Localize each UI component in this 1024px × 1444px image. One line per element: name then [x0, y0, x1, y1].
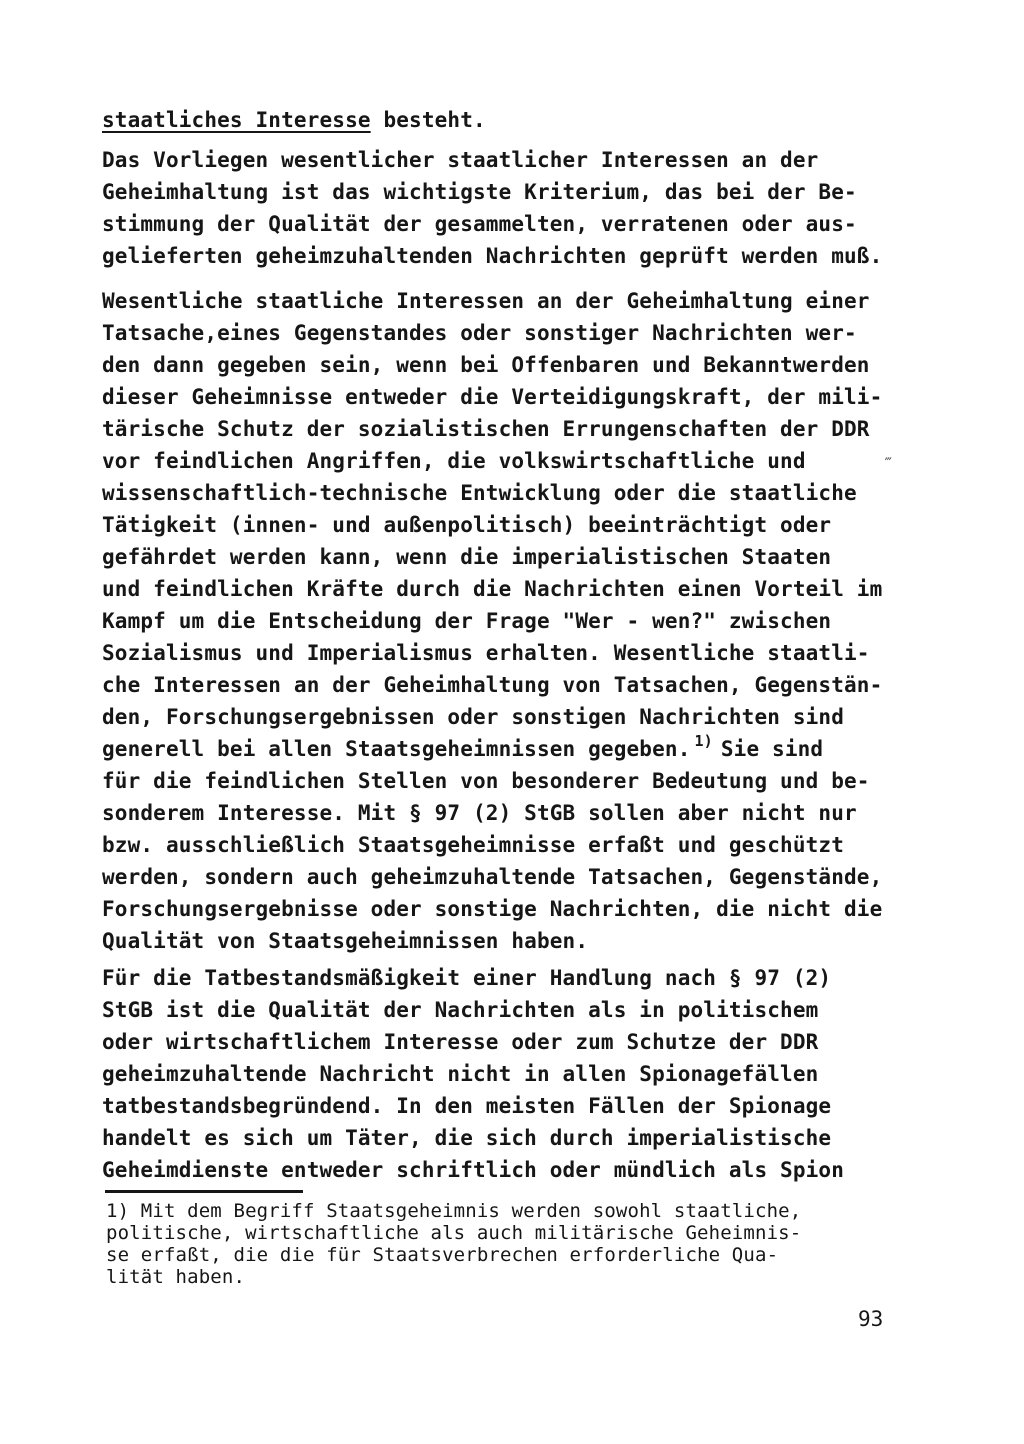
- footnote: [106, 1200, 916, 1288]
- text-line: handelt es sich um Täter, die sich durch imperialistische: [102, 1126, 832, 1150]
- text-line: und feindlichen Kräfte durch die Nachrichten einen Vorteil im: [102, 577, 883, 601]
- text-line: Geheimdienste entweder schriftlich oder mündlich als Spion: [102, 1158, 844, 1182]
- text-line: Geheimhaltung ist das wichtigste Kriterium, das bei der Be-: [102, 180, 857, 204]
- line-continuation: besteht.: [370, 108, 486, 132]
- text-line: Wesentliche staatliche Interessen an der Geheimhaltung einer: [102, 289, 870, 313]
- text-line: bzw. ausschließlich Staatsgeheimnisse erfaßt und geschützt: [102, 833, 844, 857]
- text-line: den dann gegeben sein, wenn bei Offenbaren und Bekanntwerden: [102, 353, 870, 377]
- text-line: che Interessen an der Geheimhaltung von Tatsachen, Gegenstän-: [102, 673, 883, 697]
- text-line: vor feindlichen Angriffen, die volkswirtschaftliche und: [102, 449, 806, 473]
- paragraph-2: [102, 285, 912, 957]
- text-line: oder wirtschaftlichem Interesse oder zum Schutze der DDR: [102, 1030, 819, 1054]
- stray-ink-mark: ‴: [884, 456, 893, 472]
- text-line: sonderem Interesse. Mit § 97 (2) StGB sollen aber nicht nur: [102, 801, 857, 825]
- text-line-with-footnote-ref: [102, 733, 912, 765]
- footnote-line: lität haben.: [106, 1266, 246, 1288]
- page-number: 93: [858, 1307, 884, 1331]
- text-line: Qualität von Staatsgeheimnissen haben.: [102, 929, 589, 953]
- text-line: StGB ist die Qualität der Nachrichten als in politischem: [102, 998, 819, 1022]
- paragraph-3: [102, 962, 912, 1186]
- text-line: Forschungsergebnisse oder sonstige Nachrichten, die nicht die: [102, 897, 883, 921]
- text-line: [102, 104, 912, 136]
- text-line: Das Vorliegen wesentlicher staatlicher Interessen an der: [102, 148, 819, 172]
- text-line: stimmung der Qualität der gesammelten, verratenen oder aus-: [102, 212, 857, 236]
- text-line: gefährdet werden kann, wenn die imperialistischen Staaten: [102, 545, 832, 569]
- text-line: Für die Tatbestandsmäßigkeit einer Handlung nach § 97 (2): [102, 966, 832, 990]
- footnote-line: politische, wirtschaftliche als auch militärische Geheimnis-: [106, 1222, 802, 1244]
- text-line: tatbestandsbegründend. In den meisten Fällen der Spionage: [102, 1094, 832, 1118]
- text-line: den, Forschungsergebnissen oder sonstigen Nachrichten sind: [102, 705, 844, 729]
- line-text: Sie sind: [720, 737, 824, 761]
- text-line: dieser Geheimnisse entweder die Verteidigungskraft, der mili-: [102, 385, 883, 409]
- text-line: Sozialismus und Imperialismus erhalten. Wesentliche staatli-: [102, 641, 870, 665]
- footnote-separator: [105, 1190, 303, 1193]
- text-line: tärische Schutz der sozialistischen Errungenschaften der DDR: [102, 417, 870, 441]
- text-line: Kampf um die Entscheidung der Frage "Wer - wen?" zwischen: [102, 609, 832, 633]
- underlined-phrase: staatliches Interesse: [102, 108, 371, 132]
- paragraph-1: [102, 144, 912, 272]
- footnote-line: 1) Mit dem Begriff Staatsgeheimnis werden sowohl staatliche,: [106, 1200, 802, 1222]
- footnote-reference[interactable]: 1): [694, 732, 713, 750]
- text-line: gelieferten geheimzuhaltenden Nachrichten geprüft werden muß.: [102, 244, 883, 268]
- line-text: generell bei allen Staatsgeheimnissen gegeben.: [102, 737, 691, 761]
- footnote-line: se erfaßt, die die für Staatsverbrechen erforderliche Qua-: [106, 1244, 779, 1266]
- text-line: geheimzuhaltende Nachricht nicht in allen Spionagefällen: [102, 1062, 819, 1086]
- text-line: wissenschaftlich-technische Entwicklung oder die staatliche: [102, 481, 857, 505]
- heading-line-block: [102, 104, 912, 136]
- text-line: Tätigkeit (innen- und außenpolitisch) beeinträchtigt oder: [102, 513, 832, 537]
- text-line: für die feindlichen Stellen von besonderer Bedeutung und be-: [102, 769, 870, 793]
- text-line: werden, sondern auch geheimzuhaltende Tatsachen, Gegenstände,: [102, 865, 883, 889]
- text-line: Tatsache,eines Gegenstandes oder sonstiger Nachrichten wer-: [102, 321, 857, 345]
